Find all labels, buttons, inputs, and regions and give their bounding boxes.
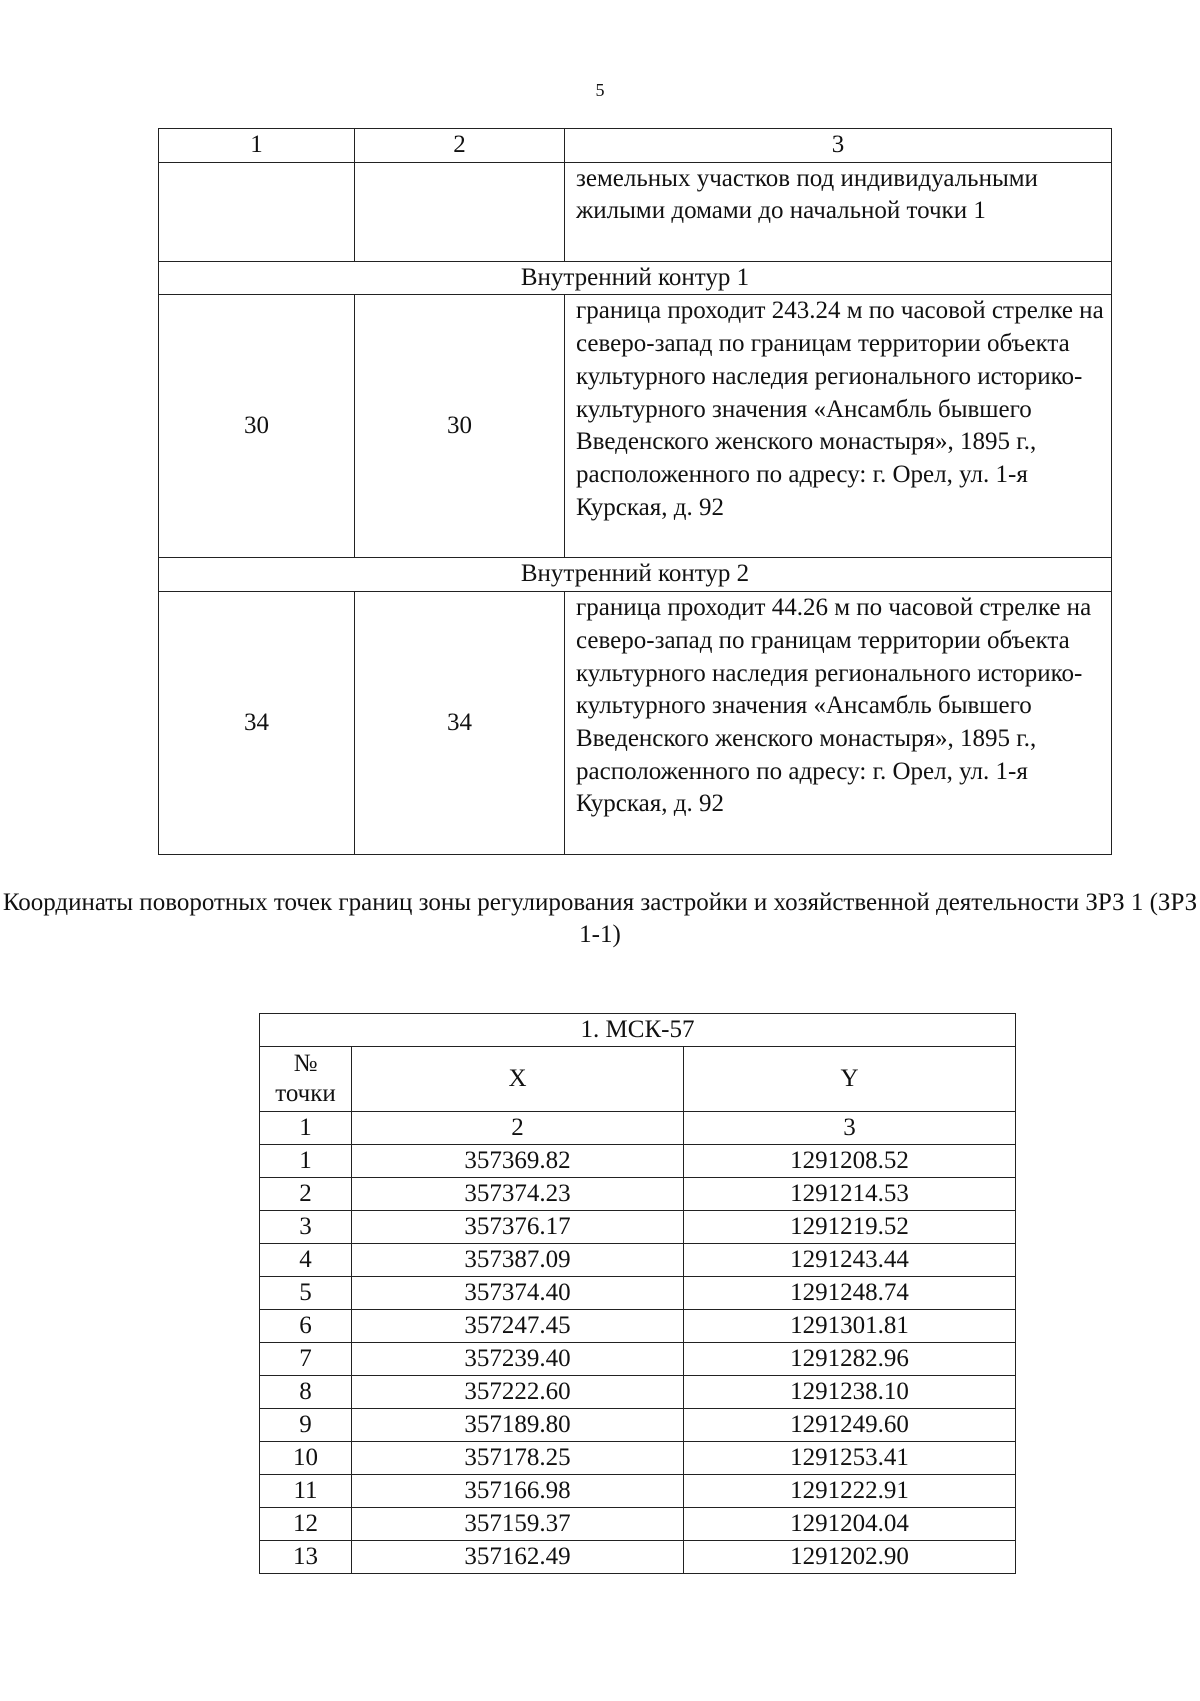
y-coordinate: 1291202.90: [684, 1541, 1016, 1574]
section-title: Внутренний контур 2: [159, 558, 1112, 592]
point-to: 34: [355, 592, 565, 855]
column-number-1: 1: [159, 129, 355, 163]
y-coordinate: 1291243.44: [684, 1244, 1016, 1277]
x-coordinate: 357222.60: [352, 1376, 684, 1409]
table-row: [260, 1508, 1016, 1541]
x-coordinate: 357239.40: [352, 1343, 684, 1376]
table-row: [260, 1178, 1016, 1211]
boundary-description: граница проходит 44.26 м по часовой стрелке на северо-запад по границам территории объекта культурного наследия регионального историко-культурного значения «Ансамбль бывшего Введенского женского монастыря», 1895 г., расположенного по адресу: г. Орел, ул. 1-я Курская, д. 92: [565, 592, 1112, 855]
table-row: [159, 592, 1112, 855]
coordinates-table: [259, 1013, 1016, 1574]
point-to: 30: [355, 295, 565, 558]
x-coordinate: 357178.25: [352, 1442, 684, 1475]
page-number: 5: [595, 80, 605, 100]
point-number: 2: [260, 1178, 352, 1211]
y-coordinate: 1291204.04: [684, 1508, 1016, 1541]
point-number: 11: [260, 1475, 352, 1508]
table-row: [260, 1343, 1016, 1376]
point-from: 34: [159, 592, 355, 855]
table-row: [260, 1376, 1016, 1409]
x-header: X: [352, 1047, 684, 1112]
y-coordinate: 1291253.41: [684, 1442, 1016, 1475]
y-coordinate: 1291222.91: [684, 1475, 1016, 1508]
table-header-row: [159, 129, 1112, 163]
coordinate-system: 1. МСК-57: [260, 1014, 1016, 1047]
x-coordinate: 357247.45: [352, 1310, 684, 1343]
x-coordinate: 357159.37: [352, 1508, 684, 1541]
table-row: [260, 1475, 1016, 1508]
point-number: 5: [260, 1277, 352, 1310]
x-coordinate: 357374.23: [352, 1178, 684, 1211]
x-coordinate: 357166.98: [352, 1475, 684, 1508]
coordinate-system-row: [260, 1014, 1016, 1047]
table-row: [159, 295, 1112, 558]
column-index: 3: [684, 1112, 1016, 1145]
table-row: [260, 1277, 1016, 1310]
point-number: 12: [260, 1508, 352, 1541]
y-coordinate: 1291208.52: [684, 1145, 1016, 1178]
x-coordinate: 357376.17: [352, 1211, 684, 1244]
y-coordinate: 1291248.74: [684, 1277, 1016, 1310]
point-from: 30: [159, 295, 355, 558]
table-row: [260, 1211, 1016, 1244]
y-header: Y: [684, 1047, 1016, 1112]
y-coordinate: 1291282.96: [684, 1343, 1016, 1376]
column-index-row: [260, 1112, 1016, 1145]
point-number: 3: [260, 1211, 352, 1244]
empty-cell: [159, 162, 355, 261]
boundary-description-table: [158, 128, 1112, 855]
continuation-text: земельных участков под индивидуальными жилыми домами до начальной точки 1: [565, 162, 1112, 261]
y-coordinate: 1291238.10: [684, 1376, 1016, 1409]
point-number: 7: [260, 1343, 352, 1376]
point-number-header: [260, 1047, 352, 1112]
section-heading: Координаты поворотных точек границ зоны регулирования застройки и хозяйственной деятельности ЗРЗ 1 (ЗРЗ 1-1): [2, 889, 1198, 948]
point-number: 1: [260, 1145, 352, 1178]
table-row: [260, 1244, 1016, 1277]
point-number: 6: [260, 1310, 352, 1343]
column-index: 1: [260, 1112, 352, 1145]
y-coordinate: 1291219.52: [684, 1211, 1016, 1244]
point-number: 9: [260, 1409, 352, 1442]
table-row: [260, 1442, 1016, 1475]
section-title-row: [159, 558, 1112, 592]
x-coordinate: 357374.40: [352, 1277, 684, 1310]
table-header-row: [260, 1047, 1016, 1112]
x-coordinate: 357387.09: [352, 1244, 684, 1277]
x-coordinate: 357162.49: [352, 1541, 684, 1574]
section-title-row: [159, 261, 1112, 295]
y-coordinate: 1291301.81: [684, 1310, 1016, 1343]
table-row: [260, 1409, 1016, 1442]
table-row: [159, 162, 1112, 261]
point-number: 8: [260, 1376, 352, 1409]
number-sign: №: [293, 1050, 318, 1077]
point-number: 10: [260, 1442, 352, 1475]
point-word: точки: [275, 1080, 336, 1107]
point-number: 13: [260, 1541, 352, 1574]
column-number-3: 3: [565, 129, 1112, 163]
x-coordinate: 357369.82: [352, 1145, 684, 1178]
point-number: 4: [260, 1244, 352, 1277]
column-number-2: 2: [355, 129, 565, 163]
table-row: [260, 1310, 1016, 1343]
y-coordinate: 1291214.53: [684, 1178, 1016, 1211]
column-index: 2: [352, 1112, 684, 1145]
x-coordinate: 357189.80: [352, 1409, 684, 1442]
boundary-description: граница проходит 243.24 м по часовой стрелке на северо-запад по границам территории объекта культурного наследия регионального историко-культурного значения «Ансамбль бывшего Введенского женского монастыря», 1895 г., расположенного по адресу: г. Орел, ул. 1-я Курская, д. 92: [565, 295, 1112, 558]
empty-cell: [355, 162, 565, 261]
table-row: [260, 1145, 1016, 1178]
section-title: Внутренний контур 1: [159, 261, 1112, 295]
table-row: [260, 1541, 1016, 1574]
y-coordinate: 1291249.60: [684, 1409, 1016, 1442]
